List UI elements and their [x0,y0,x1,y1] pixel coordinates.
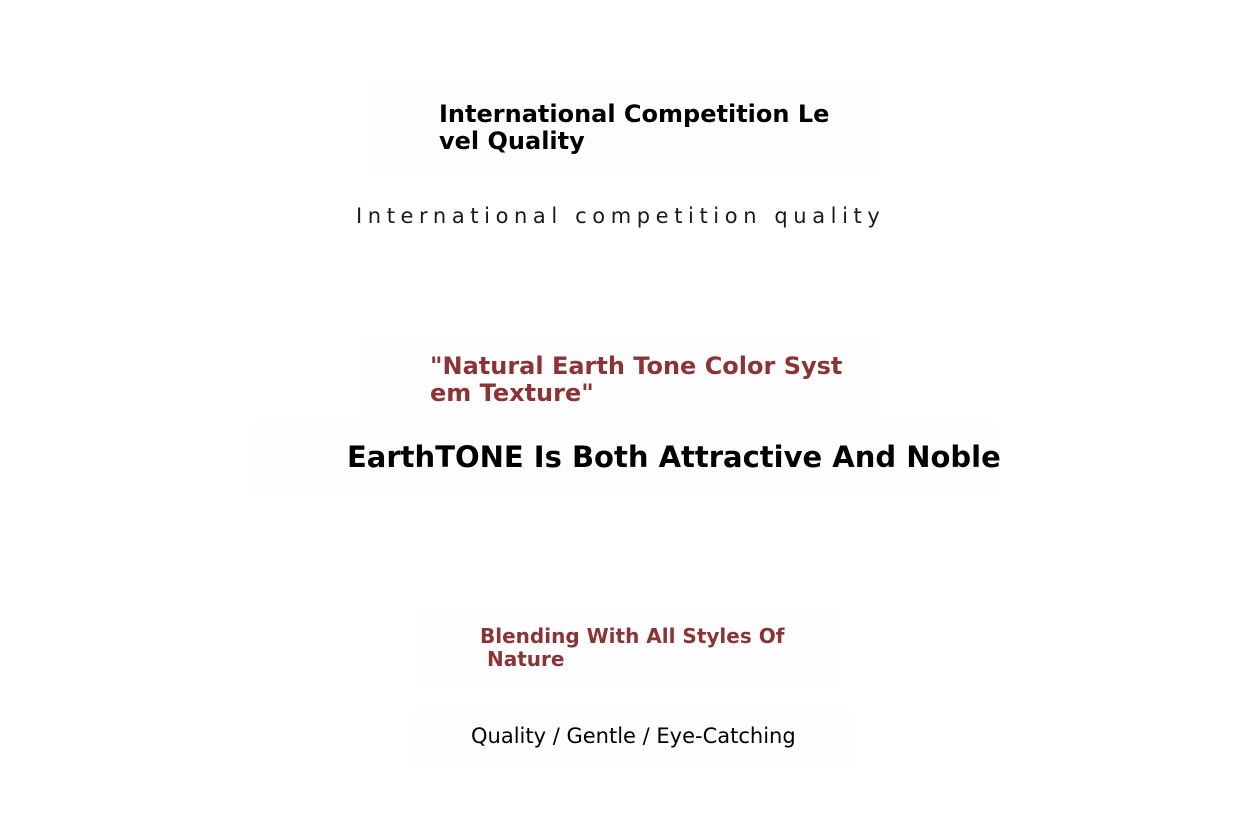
tagline: Quality / Gentle / Eye-Catching [471,724,796,748]
earthtone-headline: EarthTONE Is Both Attractive And Noble [347,440,1001,474]
earthtone-quote: "Natural Earth Tone Color Syst em Texture" [430,352,843,407]
quality-title: International Competition Le vel Quality [439,100,830,155]
blend-title: Blending With All Styles Of Nature [480,624,785,671]
quality-subtitle: International competition quality [356,204,886,228]
